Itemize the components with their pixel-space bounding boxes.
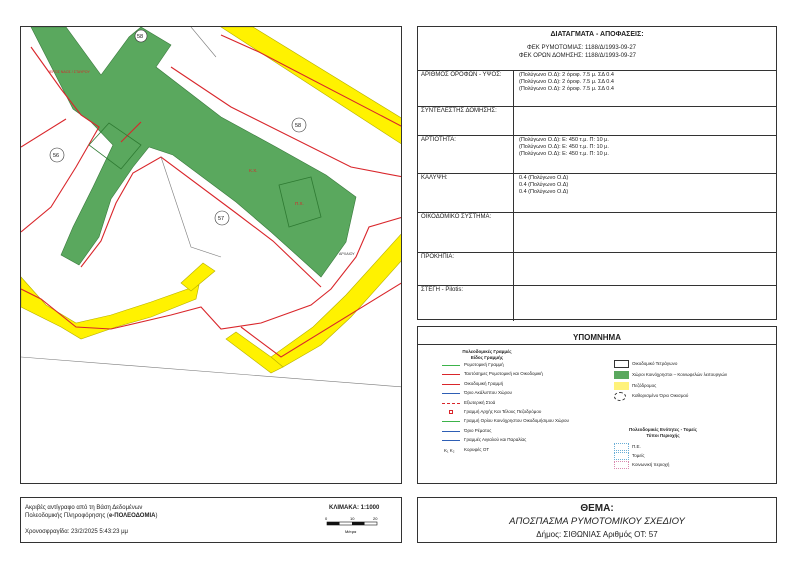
legend-line-label: Εξωτερική Στοά [464, 399, 496, 405]
copy-line-2-prefix: Πολεοδομικής Πληροφόρησης ( [25, 513, 109, 519]
directive-value-line: (Πολύγωνο Ο.Δ): Ε: 450 τ.μ. Π: 10 μ. [519, 151, 609, 157]
legend-area-swatch [614, 382, 629, 390]
legend-line-swatch [442, 431, 460, 432]
legend-line-swatch [442, 393, 460, 394]
directive-value-line: (Πολύγωνο Ο.Δ): Ε: 450 τ.μ. Π: 10 μ. [519, 144, 609, 150]
legend-zone-label: Π.Ε. [632, 444, 641, 449]
legend-title: ΥΠΟΜΝΗΜΑ [573, 333, 621, 342]
legend-zone-label: Τομείς [632, 453, 645, 458]
lot-label-4: 58 [295, 123, 302, 129]
scale-tick-20: 20 [373, 516, 378, 521]
title-municipality: Δήμος: ΣΙΘΩΝΙΑΣ Αριθμός ΟΤ: 57 [536, 530, 658, 539]
directive-row [418, 285, 776, 321]
scale-tick-0: 0 [325, 516, 328, 521]
scale-tick-10: 10 [350, 516, 355, 521]
copy-line-2 [25, 513, 157, 519]
fek-oron-domisis: ΦΕΚ ΟΡΩΝ ΔΟΜΗΣΗΣ: 1188/Δ/1993-09-27 [518, 53, 636, 59]
legend-area-label: Πεζόδρομος [632, 382, 657, 388]
directive-label: ΠΡΟΚΗΠΙΑ: [418, 252, 514, 285]
legend-zones-header: Πολεοδομικές Ενότητες - Τομείς Τύποι Περιοχής [628, 427, 697, 438]
directive-row [418, 70, 776, 107]
directive-label: ΑΡΙΘΜΟΣ ΟΡΟΦΩΝ - ΥΨΟΣ: [418, 70, 514, 106]
directive-row [418, 212, 776, 253]
legend-line-swatch [442, 440, 460, 441]
map-panel[interactable] [20, 26, 402, 484]
directive-value-line: (Πολύγωνο Ο.Δ): 2 όροφ. 7.5 μ. ΣΔ 0.4 [519, 79, 614, 85]
timestamp-label: Χρονοσφραγίδα: [25, 529, 70, 535]
title-heading: ΘΕΜΑ: [580, 503, 614, 514]
lot-label-2: 56 [53, 153, 60, 159]
cadastral-map [21, 27, 402, 484]
directive-label: ΟΙΚΟΔΟΜΙΚΟ ΣΥΣΤΗΜΑ: [418, 212, 514, 252]
legend-line-label: Γραμμή Αρχής Και Τέλους Πεζοδρόμου [464, 409, 542, 414]
legend-line-swatch [442, 403, 460, 404]
legend-line-label: Οικοδομική Γραμμή [464, 380, 504, 386]
directive-values [519, 72, 614, 93]
legend-line-label: Κορυφές ΟΤ [464, 446, 490, 452]
scale-label: ΚΛΙΜΑΚΑ: 1:1000 [329, 505, 380, 511]
directive-value-line: 0.4 (Πολύγωνο Ο.Δ) [519, 175, 569, 181]
legend-line-label: Όριο Ακάλυπτου Χώρου [464, 390, 513, 396]
church-label: ΙΕΡΟΣ ΝΑΟΣ / ΣΤΑΥΡΟΥ [49, 70, 90, 74]
scale-unit: Μέτρα [345, 529, 357, 534]
directive-value-line: 0.4 (Πολύγωνο Ο.Δ) [519, 189, 569, 195]
timestamp-line [25, 529, 128, 535]
street-label: ΑΡΧΑΙΟΥ [339, 252, 355, 256]
directive-label: ΣΥΝΤΕΛΕΣΤΗΣ ΔΟΜΗΣΗΣ: [418, 106, 514, 135]
directives-title: ΔΙΑΤΑΓΜΑΤΑ - ΑΠΟΦΑΣΕΙΣ: [550, 31, 644, 38]
title-subject: ΑΠΟΣΠΑΣΜΑ ΡΥΜΟΤΟΜΙΚΟΥ ΣΧΕΔΙΟΥ [509, 516, 685, 527]
legend-line-swatch [442, 374, 460, 375]
legend-line-label: Γραμμές Αιγιαλού και Παραλίας [464, 437, 527, 443]
legend-lines-header: Πολεοδομικές Γραμμές Είδος Γραμμής [462, 349, 512, 360]
directive-row [418, 173, 776, 213]
directive-label: ΣΤΕΓΗ - Pilotis: [418, 285, 514, 321]
fek-rymotomias: ΦΕΚ ΡΥΜΟΤΟΜΙΑΣ: 1188/Δ/1993-09-27 [527, 45, 636, 51]
directive-value-line: (Πολύγωνο Ο.Δ): Ε: 450 τ.μ. Π: 10 μ. [519, 137, 609, 143]
timestamp-value: 23/2/2025 5:43:23 μμ [71, 529, 129, 535]
directive-row [418, 135, 776, 174]
directive-values [519, 175, 568, 196]
scale-bar-seg-2 [352, 522, 365, 525]
legend-line-swatch [442, 421, 460, 422]
zone-label-kx: Κ.Χ. [249, 168, 258, 173]
pedestrian-strip-top [221, 27, 402, 145]
legend-area-label: Οικοδομικό Τετράγωνο [632, 361, 678, 366]
copy-line-2-bold: e-ΠΟΛΕΟΔΟΜΙΑ [108, 513, 156, 519]
legend-area-label: Χώροι Κοινόχρηστοι – Κοινωφελών λειτουργιών [632, 371, 728, 377]
legend-line-label: Γραμμή Ορίου Κοινόχρηστου Οικοδομήσιμου Χώρου [464, 418, 569, 424]
lot-label-1: 58 [137, 34, 144, 40]
directive-value-line: (Πολύγωνο Ο.Δ): 2 όροφ. 7.5 μ. ΣΔ 0.4 [519, 72, 614, 78]
scale-bar-seg-1 [327, 522, 340, 525]
legend-line-swatch [442, 365, 460, 366]
legend-line-swatch [442, 384, 460, 385]
legend-line-label: Ρυμοτομική Γραμμή [464, 362, 504, 367]
copy-info-panel [20, 497, 402, 543]
legend-zone-swatch [614, 443, 629, 451]
legend-area-swatch [614, 392, 626, 401]
red-line-b [21, 119, 66, 147]
legend-divider [418, 344, 776, 345]
copy-line-2-suffix: ) [155, 513, 158, 519]
legend-panel [417, 326, 777, 484]
legend-zone-swatch [614, 461, 629, 469]
directives-table [417, 26, 777, 320]
lot-label-3: 57 [218, 216, 225, 222]
title-panel [417, 497, 777, 543]
scale-bar [321, 515, 391, 541]
legend-zone-swatch [614, 452, 629, 460]
legend-line-symbol: Κ₁ Κ₂ [444, 447, 455, 453]
legend-line-label: Όριο Ρέματος [464, 427, 492, 433]
legend-area-swatch [614, 360, 629, 368]
copy-line-1: Ακριβές αντίγραφο από τη Βάση Δεδομένων [25, 505, 143, 511]
directive-value-line: (Πολύγωνο Ο.Δ): 2 όροφ. 7.5 μ. ΣΔ 0.4 [519, 86, 614, 92]
directive-value-line: 0.4 (Πολύγωνο Ο.Δ) [519, 182, 569, 188]
directive-label: ΚΑΛΥΨΗ: [418, 173, 514, 212]
legend-area-swatch [614, 371, 629, 379]
directive-row [418, 252, 776, 286]
directive-row [418, 106, 776, 136]
directives-header [418, 27, 776, 71]
directive-values [519, 137, 609, 158]
legend-line-marker-icon [449, 410, 453, 414]
legend-area-label: Καθορισμένο Όριο Οικισμού [632, 393, 689, 399]
legend-line-label: Ταυτόσημες Ρυμοτομική και Οικοδομική [464, 371, 543, 377]
zone-label-px: Π.Χ. [295, 201, 304, 206]
pedestrian-strip-left [21, 277, 199, 339]
directive-label: ΑΡΤΙΟΤΗΤΑ: [418, 135, 514, 173]
legend-zone-label: Κοινωνική περιοχή [632, 462, 670, 467]
